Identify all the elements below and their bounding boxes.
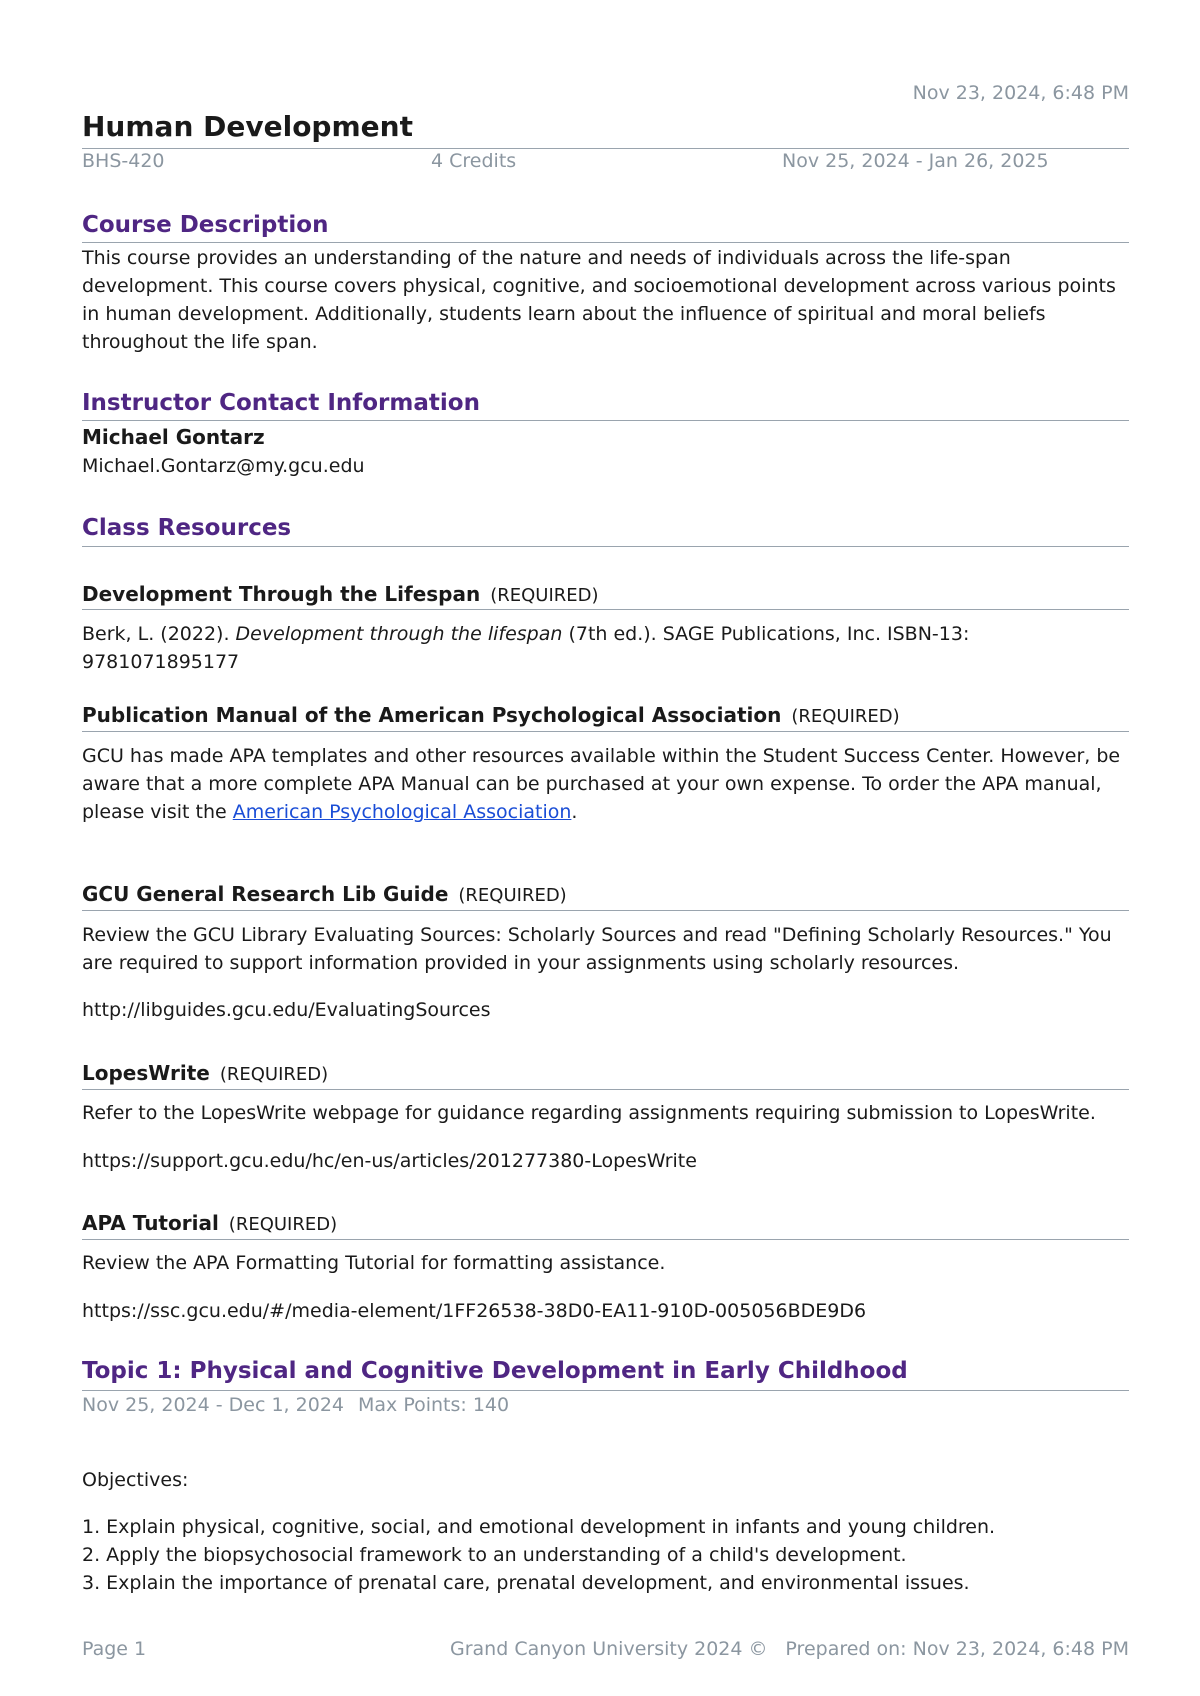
resource-url: https://ssc.gcu.edu/#/media-element/1FF26538-38D0-EA11-910D-005056BDE9D6 (82, 1300, 867, 1322)
course-date-range: Nov 25, 2024 - Jan 26, 2025 (782, 150, 1049, 172)
apa-link[interactable]: American Psychological Association (232, 801, 572, 823)
resource-title: Publication Manual of the American Psychological Association (REQUIRED) (82, 703, 900, 727)
resource-citation: Berk, L. (2022). Development through the lifespan (7th ed.). SAGE Publications, Inc. ISBN-13: 9781071895177 (82, 623, 970, 673)
section-divider (82, 546, 1129, 547)
resource-description: Refer to the LopesWrite webpage for guidance regarding assignments requiring submission to LopesWrite. (82, 1102, 1096, 1124)
title-divider (82, 148, 1129, 149)
required-label: (REQUIRED) (791, 706, 900, 727)
instructor-email: Michael.Gontarz@my.gcu.edu (82, 455, 365, 477)
topic-heading: Topic 1: Physical and Cognitive Development in Early Childhood (82, 1358, 908, 1384)
objectives-list (82, 1513, 1129, 1597)
footer-page-number: Page 1 (82, 1638, 147, 1660)
resource-divider (82, 1239, 1129, 1240)
resource-url: https://support.gcu.edu/hc/en-us/articles/201277380-LopesWrite (82, 1150, 697, 1172)
course-code: BHS-420 (82, 150, 165, 172)
instructor-name: Michael Gontarz (82, 425, 265, 449)
resource-divider (82, 609, 1129, 610)
instructor-heading: Instructor Contact Information (82, 390, 480, 416)
print-timestamp: Nov 23, 2024, 6:48 PM (912, 82, 1129, 104)
list-item: 1. Explain physical, cognitive, social, and emotional development in infants and young children. (82, 1516, 996, 1538)
course-title: Human Development (82, 110, 413, 143)
resource-title: LopesWrite (REQUIRED) (82, 1061, 329, 1085)
resource-description: Review the APA Formatting Tutorial for formatting assistance. (82, 1252, 666, 1274)
topic-max-points: Max Points: 140 (358, 1394, 510, 1416)
topic-dates: Nov 25, 2024 - Dec 1, 2024 (82, 1394, 344, 1416)
document-page (82, 0, 1129, 1696)
resource-title: Development Through the Lifespan (REQUIRED) (82, 582, 599, 606)
section-divider (82, 1390, 1129, 1391)
class-resources-heading: Class Resources (82, 515, 292, 541)
section-divider (82, 420, 1129, 421)
footer-copyright: Grand Canyon University 2024 © (450, 1638, 768, 1660)
required-label: (REQUIRED) (490, 585, 599, 606)
list-item: 2. Apply the biopsychosocial framework to an understanding of a child's development. (82, 1544, 907, 1566)
section-divider (82, 242, 1129, 243)
required-label: (REQUIRED) (228, 1214, 338, 1235)
course-description-text: This course provides an understanding of the nature and needs of individuals across the life-span development. This course covers physical, cognitive, and socioemotional development across various points in human development. Additionally, students learn about the influence of spiritual and moral beliefs throughout the life span. (82, 247, 1116, 353)
resource-description: GCU has made APA templates and other resources available within the Student Success Center. However, be aware that a more complete APA Manual can be purchased at your own expense. To order the APA manual, please visit the American Psychological Association. (82, 745, 1121, 823)
list-item: 3. Explain the importance of prenatal care, prenatal development, and environmental issues. (82, 1572, 970, 1594)
course-credits: 4 Credits (431, 150, 517, 172)
footer-prepared-on: Prepared on: Nov 23, 2024, 6:48 PM (785, 1638, 1129, 1660)
resource-divider (82, 910, 1129, 911)
course-description-heading: Course Description (82, 212, 329, 238)
resource-divider (82, 1089, 1129, 1090)
resource-divider (82, 731, 1129, 732)
objectives-label: Objectives: (82, 1469, 189, 1491)
resource-description: Review the GCU Library Evaluating Sources: Scholarly Sources and read "Defining Scholarly Resources." You are required to support information provided in your assignments using scholarly resources. (82, 924, 1112, 974)
required-label: (REQUIRED) (458, 885, 567, 906)
resource-title: APA Tutorial (REQUIRED) (82, 1211, 338, 1235)
required-label: (REQUIRED) (219, 1064, 329, 1085)
resource-url: http://libguides.gcu.edu/EvaluatingSources (82, 999, 491, 1021)
resource-title: GCU General Research Lib Guide (REQUIRED) (82, 882, 567, 906)
